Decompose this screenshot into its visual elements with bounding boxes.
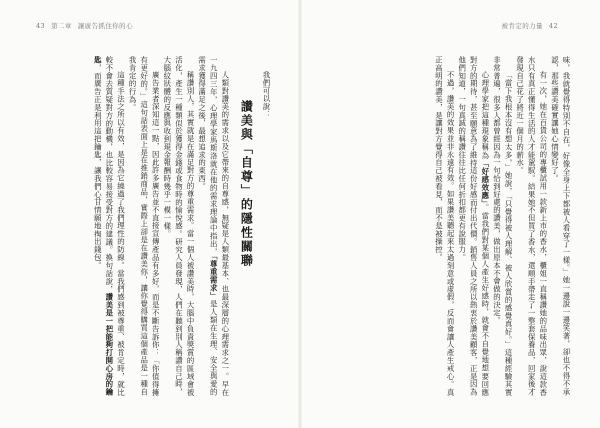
quoted-term: 「好感效應」 [480, 159, 490, 204]
text-segment: 有一次，她在百貨公司的專櫃試用一款新上市的香水，櫃姐一直稱讚她的品味出眾，說這款香水只有真正懂得生活的人才能駕馭。結果她不但買了香水，還順手帶走了一整套保養品，回家後才發現自己花了將近一個月的薪水。 [515, 56, 548, 396]
quoted-term: 「自尊」 [239, 142, 254, 198]
left-chapter-label: 第二章 [51, 22, 72, 30]
text-segment: 味，我就覺得特別不自在，好像全身上下都被人看穿了一樣。」她一邊說一邊笑著，卻也不得不承認，那些讚美確實讓她心情變好了。 [550, 56, 571, 396]
text-segment: 。當我們對某個人產生好感時，就會不自覺地想要回應對方的期待，甚至願意為了維持這份好感而付出代價。銷售人員之所以熱衷於讚美顧客，正是因為他們知道，一句真誠的稱讚往往比任何折扣都更有說服力。 [457, 56, 490, 396]
right-running-title: 被肯定的力量 [501, 22, 543, 30]
quoted-term: 「尊重需求」 [209, 255, 219, 301]
body-paragraph [126, 56, 161, 396]
text-segment: 這種手法之所以有效，是因為它繞過了我們理性的防線。當我們感到被尊重、被肯定時，就比較不會去質疑對方的動機，也比較容易接受對方的建議。換句話說， [104, 56, 126, 396]
right-body-text [328, 56, 572, 396]
text-segment: 不過，讚美的效果並非永遠有效。如果讚美聽起來太過刻意或虛假，反而會讓人產生戒心。真正高明的讚美，是讓對方覺得自己被看見，而不是被操控。 [434, 56, 456, 396]
text-segment: 讚美與 [239, 100, 254, 142]
right-page-header [502, 21, 564, 30]
text-segment: 人類對讚美的需求以及它帶來的自尊感，無疑是人類最基本、也最深層的心理需求之一。早在一九四三年，心理學家馬斯洛就在他的需求理論中指出， [209, 56, 230, 396]
text-segment: 廣告業者深知這一點，因此許多廣告並不直接宣傳產品有多好，而是不斷告訴你：「你值得擁有更好的。」這句話表面上是在推銷商品，實際上卻是在讚美你，讓你覺得購買這個產品是一種自我肯定的行為。 [128, 56, 161, 396]
body-paragraph [196, 56, 231, 396]
left-running-title: 讓廣告抓住你的心 [77, 22, 133, 30]
body-paragraph [491, 56, 514, 396]
right-page [300, 0, 600, 428]
body-paragraph [92, 56, 127, 396]
text-segment: 「當下我根本沒有想太多，」她說，「只覺得被人理解、被人欣賞的感覺真好。」這種經驗其實非常普遍，很多人都曾經因為一句恰到好處的讚美，做出原本不會做的決定。 [492, 56, 514, 396]
body-paragraph [260, 56, 272, 396]
body-paragraph [433, 56, 456, 396]
text-segment: 的隱性關聯 [239, 198, 254, 268]
emphasized-text: 讚美是一把能夠打開心房的鑰匙 [93, 56, 114, 396]
text-segment: 我們可以說： [262, 70, 271, 119]
text-segment: 稱讚別人，其實就是在滿足對方的尊重需求。當一個人被讚美時，大腦中負責獎賞的區域會被活化，產生一種類似於獲得金錢或食物時的愉悅感。研究人員發現，人們在聽到別人稱讚自己時，大腦紋狀體的反應與收到現金報酬時幾乎一模一樣。 [162, 56, 196, 396]
text-segment: ，而廣告正是利用這把鑰匙，讓我們心甘情願地掏出錢包。 [93, 63, 103, 270]
right-page-number: 42 [548, 22, 558, 30]
section-heading [240, 56, 252, 396]
text-segment: 是人類在生理、安全與愛的需求獲得滿足之後，最想追求的東西。 [197, 56, 219, 396]
body-paragraph [456, 56, 491, 396]
body-paragraph [514, 56, 549, 396]
left-page-header [36, 21, 133, 30]
left-body-text [26, 56, 272, 396]
left-page-number: 43 [36, 22, 46, 30]
body-paragraph [161, 56, 196, 396]
text-segment: 心理學家把這種現象稱為 [480, 70, 490, 160]
body-paragraph [549, 56, 572, 396]
